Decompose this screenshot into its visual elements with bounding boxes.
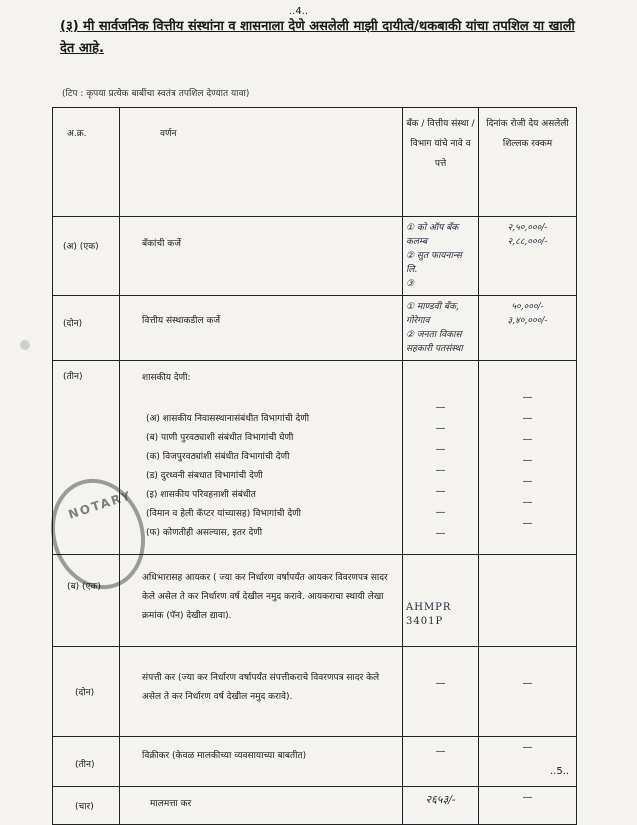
row-number: (अ) (एक) <box>53 217 120 296</box>
table-row <box>53 737 577 787</box>
page-number-top: ..4.. <box>289 6 309 17</box>
institution-cell: — — — — — — — <box>403 361 479 555</box>
row-number: (तीन) <box>53 737 120 787</box>
header-balance: दिनांक रोजी देय असलेली शिल्लक रक्कम <box>479 108 577 217</box>
table-row <box>53 217 577 296</box>
liabilities-table <box>52 107 577 825</box>
sub-item: (क) विजपुरवठ्यांशी संबंधीत विभागांची देणी <box>146 452 290 462</box>
row-description: बँकांची कर्जे <box>120 217 403 296</box>
sub-item: (विमान व हेली कॅप्टर यांच्यासह) विभागांची देणी <box>146 509 301 519</box>
pan-number: AHMPR 3401P <box>403 555 479 647</box>
row-heading: शासकीय देणी: <box>142 373 191 383</box>
row-number: (दोन) <box>53 296 120 361</box>
row-number: (दोन) <box>53 647 120 737</box>
balance-cell <box>479 217 577 296</box>
institution-cell: — <box>403 737 479 787</box>
row-description: मालमत्ता कर <box>120 787 403 825</box>
sub-item: (इ) शासकीय परिवहनाशी संबंधीत <box>146 490 256 500</box>
instruction-note: (टिप : कृपया प्रत्येक बाबींचा स्वतंत्र तपशिल देण्यात यावा) <box>62 89 250 99</box>
institution-line: ① माण्डवी बँक, गोरेगाव <box>406 302 459 326</box>
institution-cell <box>403 296 479 361</box>
row-description: विक्रीकर (केवळ मालकीच्या व्यवसायाच्या बाबतीत) <box>120 737 403 787</box>
balance-line: २,८८,०००/- <box>507 237 548 247</box>
header-serial: अ.क्र. <box>53 108 120 217</box>
table-row <box>53 787 577 825</box>
row-number: (चार) <box>53 787 120 825</box>
section-heading: (३) मी सार्वजनिक वित्तीय संस्थांना व शासनाला देणे असलेली माझी दायीत्वे/थकबाकी यांचा तपशिल या खाली देत आहे. <box>60 19 575 56</box>
page-number-bottom: ..5.. <box>550 766 570 777</box>
balance-cell <box>479 296 577 361</box>
institution-line: ② सुत फायनान्स लि. <box>406 251 462 275</box>
row-description: अधिभारासह आयकर ( ज्या कर निर्धारण वर्षापर्यंत आयकर विवरणपत्र सादर केले असेल ते कर निर्धारण वर्ष देखील नमुद करावे. आयकराचा स्थायी लेखा क्रमांक (पॅन) देखील द्यावा). <box>120 555 403 647</box>
sub-item: (फ) कोणतीही असल्यास, इतर देणी <box>146 528 263 538</box>
punch-hole-mark <box>20 340 30 350</box>
institution-cell: — <box>403 647 479 737</box>
institution-line: ③ <box>406 279 415 289</box>
sub-item: (ब) पाणी पुरवठ्याशी संबंधीत विभागांची घेणी <box>146 433 294 443</box>
balance-cell <box>479 555 577 647</box>
sub-item: (अ) शासकीय निवासस्थानासंबंधीत विभागांची देणी <box>146 414 310 424</box>
institution-cell <box>403 217 479 296</box>
table-header-row <box>53 108 577 217</box>
institution-line: ① को ऑप बँक कलम्ब <box>406 223 459 247</box>
institution-cell: २६५३/- <box>403 787 479 825</box>
header-description: वर्णन <box>120 108 403 217</box>
balance-cell: — <box>479 737 577 787</box>
balance-line: ५०,०००/- <box>511 302 544 312</box>
stamp-text: NOTARY <box>66 488 134 522</box>
row-number: (ब) (एक) <box>53 555 120 647</box>
row-description: वित्तीय संस्थाकडील कर्जे <box>120 296 403 361</box>
row-description: संपत्ती कर (ज्या कर निर्धारण वर्षापर्यंत संपत्तीकराचे विवरणपत्र सादर केले असेल ते कर निर्धारण वर्ष देखील नमुद करावे). <box>120 647 403 737</box>
balance-line: २,५०,०००/- <box>507 223 548 233</box>
row-number: (तीन) <box>53 361 120 555</box>
balance-line: ३,४०,०००/- <box>507 316 548 326</box>
header-institution: बँक / वित्तीय संस्था / विभाग यांचे नावे व पत्ते <box>403 108 479 217</box>
balance-cell: — — — — — — — <box>479 361 577 555</box>
table-row <box>53 296 577 361</box>
institution-line: ② जनता विकास सहकारी पतसंस्था <box>406 330 463 354</box>
sub-item: (ड) दुरध्वनी संबधात विभागांची देणी <box>146 471 263 481</box>
balance-cell: — <box>479 787 577 825</box>
row-description <box>120 361 403 555</box>
balance-cell: — <box>479 647 577 737</box>
table-row <box>53 647 577 737</box>
